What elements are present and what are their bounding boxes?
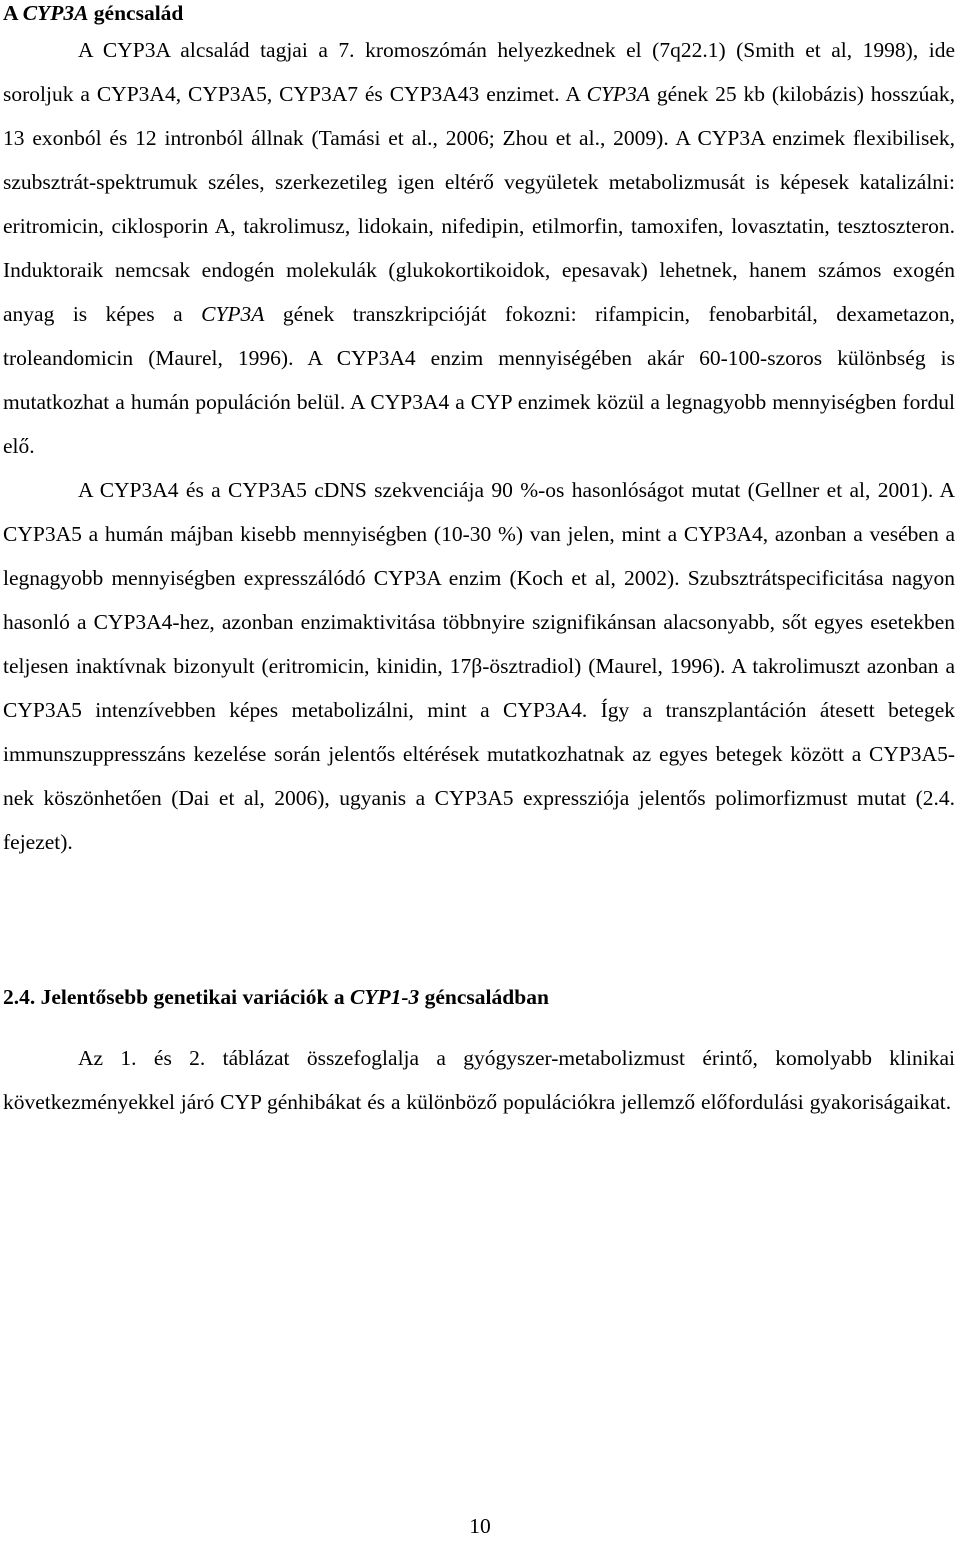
gene-name-italic: CYP3A [586,82,650,106]
body-text-block [3,28,955,864]
heading-italic-text: CYP1-3 [349,985,420,1009]
heading-text: géncsalád [88,1,184,25]
page-number: 10 [469,1514,491,1538]
heading-italic-text: CYP3A [22,1,89,25]
paragraph-tables-summary: Az 1. és 2. táblázat összefoglalja a gyógyszer-metabolizmust érintő, komolyabb klinikai következményekkel járó CYP génhibákat és a különböző populációkra jellemző előfordulási gyakoriságaikat. [3,1046,955,1114]
paragraph-cyp3a5: A CYP3A4 és a CYP3A5 cDNS szekvenciája 90 %-os hasonlóságot mutat (Gellner et al, 2001). A CYP3A5 a humán májban kisebb mennyiségben (10-30 %) van jelen, mint a CYP3A4, azonban a vesében a legnagyobb mennyiségben expresszálódó CYP3A enzim (Koch et al, 2002). Szubsztrátspecificitása nagyon hasonló a CYP3A4-hez, azonban enzimaktivitása többnyire szignifikánsan alacsonyabb, sőt egyes esetekben teljesen inaktívnak bizonyult (eritromicin, kinidin, 17β-ösztradiol) (Maurel, 1996). A takrolimuszt azonban a CYP3A5 intenzívebben képes metabolizálni, mint a CYP3A4. Így a transzplantáción átesett betegek immunszuppresszáns kezelése során jelentős eltérések mutatkozhatnak az egyes betegek között a CYP3A5-nek köszönhetően (Dai et al, 2006), ugyanis a CYP3A5 expressziója jelentős polimorfizmust mutat (2.4. fejezet). [3,478,955,854]
body-text-block [3,1036,955,1124]
heading-text: géncsaládban [419,985,549,1009]
section-heading-cyp3a [3,0,183,26]
gene-name-italic: CYP3A [201,302,265,326]
heading-text: A [3,1,23,25]
section-heading-genetic-variations [3,984,549,1010]
heading-text: 2.4. Jelentősebb genetikai variációk a [3,985,350,1009]
paragraph-cyp3a-intro: A CYP3A alcsalád tagjai a 7. kromoszómán helyezkednek el (7q22.1) (Smith et al, 1998), ide soroljuk a CYP3A4, CYP3A5, CYP3A7 és CYP3A43 enzimet. A CYP3A gének 25 kb (kilobázis) hosszúak, 13 exonból és 12 intronból állnak (Tamási et al., 2006; Zhou et al., 2009). A CYP3A enzimek flexibilisek, szubsztrát-spektrumuk széles, szerkezetileg igen eltérő vegyületek metabolizmusát is képesek katalizálni: eritromicin, ciklosporin A, takrolimusz, lidokain, nifedipin, etilmorfin, tamoxifen, lovasztatin, tesztoszteron. Induktoraik nemcsak endogén molekulák (glukokortikoidok, epesavak) lehetnek, hanem számos exogén anyag is képes a CYP3A gének transzkripcióját fokozni: rifampicin, fenobarbitál, dexametazon, troleandomicin (Maurel, 1996). A CYP3A4 enzim mennyiségében akár 60-100-szoros különbség is mutatkozhat a humán populáción belül. A CYP3A4 a CYP enzimek közül a legnagyobb mennyiségben fordul elő. [3,38,955,458]
